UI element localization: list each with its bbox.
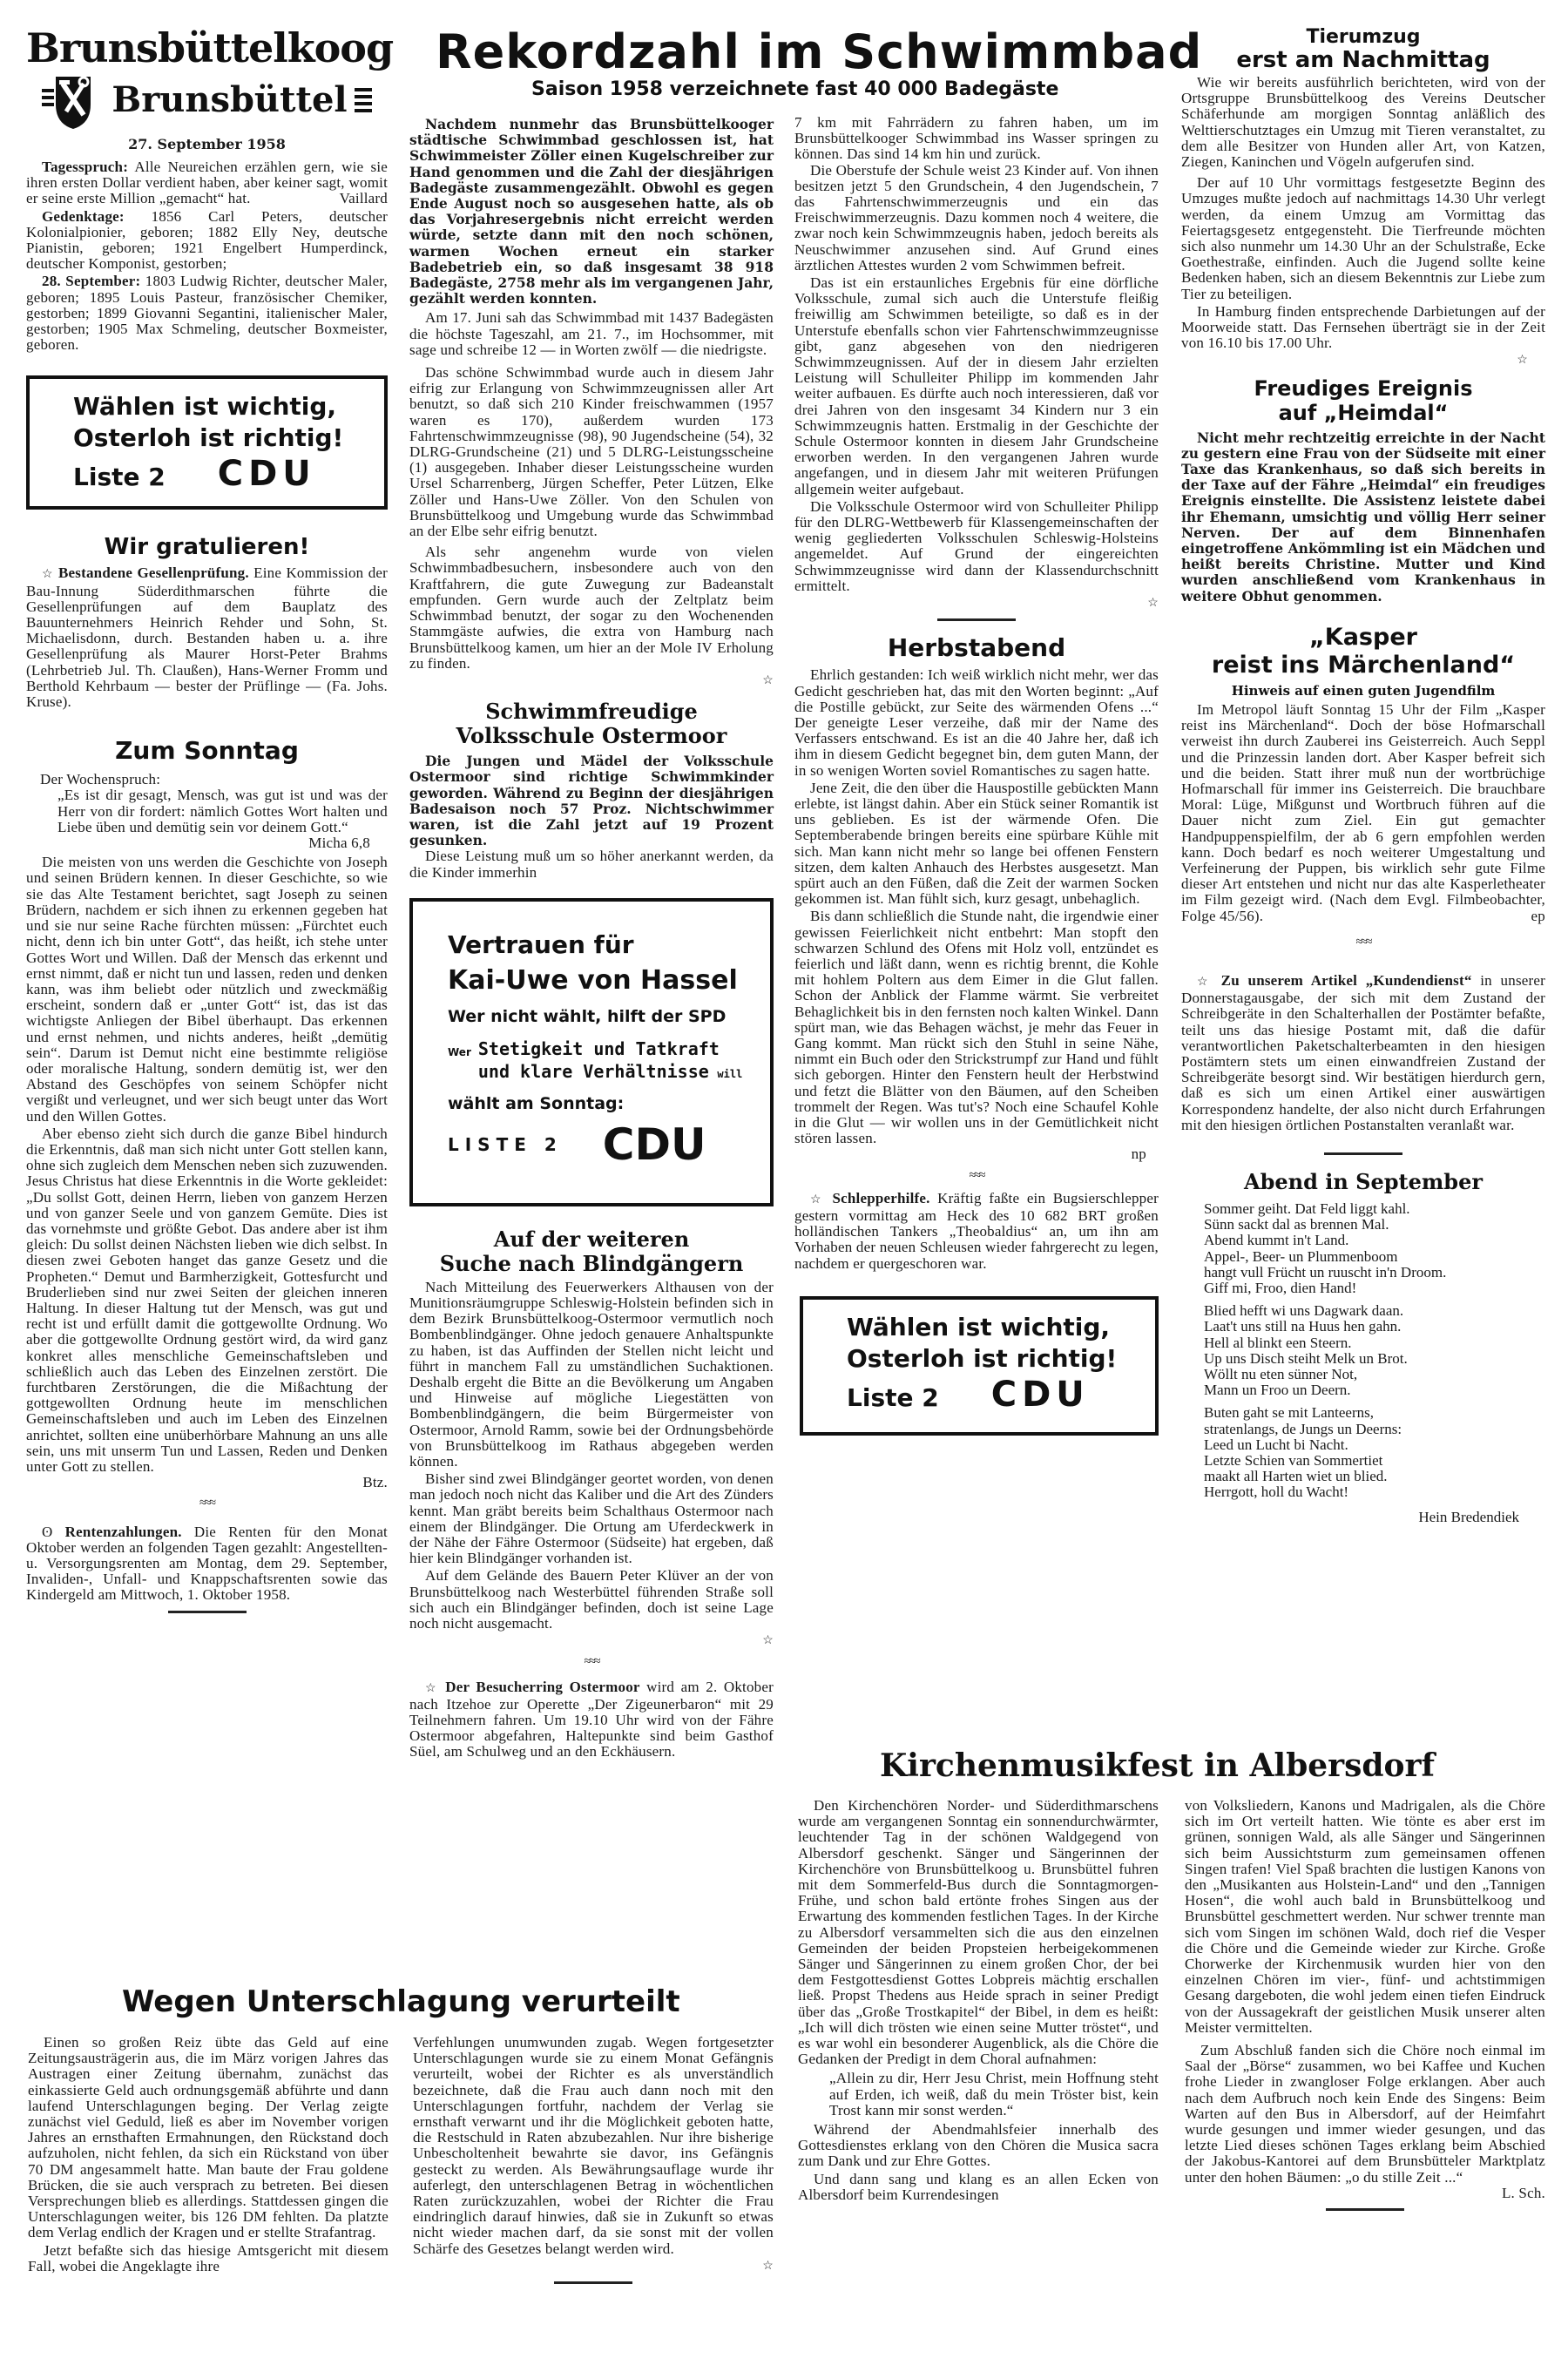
lead-bold: Der Besucherring Ostermoor	[445, 1678, 640, 1695]
article-ostermoor-school-cont	[794, 115, 1159, 621]
headline-poem: Abend in September	[1243, 1168, 1483, 1194]
sonntag-paragraph: Die meisten von uns werden die Geschichte von Joseph und seinen Brüdern kennen. In dieser Geschichte, so wie sie das Alte Testament berichtet, sagt Joseph zu seinen Brüdern, nachdem er sich ihnen zu erkennen gegeben hat und sie nur seine Rache fürchten müssen: „Fürchtet euch nicht, denn ich bin unter Gott“, das heißt, ich stehe unter Gottes Wort und Willen. Daß der Mensch das erkennt und ernst nimmt, daß er nicht tun und lassen, reden und denken kann, was ihm beliebt oder nützlich und zweckmäßig erscheint, sondern daß er „unter Gott“ ist, das ist das wichtigste Anliegen der Bibel überhaupt. Das erkennen und ernst nehmen, und nichts anderes, heißt „demütig sein“. Darum ist Demut nicht eine bestimmte religiöse oder moralische Haltung, sondern demütig ist, wer den Abstand des Geschöpfes von seinem Schöpfer nicht vergißt und verleugnet, und wer sich beugt unter das Wort und den Willen Gottes.	[26, 854, 388, 1125]
star-icon: ☆	[810, 1193, 825, 1206]
wavy-divider-icon: ≈≈≈	[969, 1168, 984, 1182]
ad-osterloh-1	[26, 375, 388, 510]
masthead	[26, 24, 394, 152]
signature: np	[1131, 1145, 1146, 1163]
poem-line: Mann un Froo un Deern.	[1204, 1382, 1351, 1399]
star-icon: ☆	[762, 673, 774, 687]
title-line1: Schwimmfreudige	[485, 699, 698, 725]
title-line1: „Kasper	[1309, 623, 1417, 651]
ostermoor-lead	[409, 753, 774, 848]
wavy-divider-icon: ≈≈≈	[1355, 935, 1371, 949]
poem-line: stratenlangs, de Jungs un Deerns:	[1204, 1420, 1402, 1437]
article-text: Die Renten für den Monat Oktober werden an folgenden Tagen gezahlt: Angestellten- u. Versorgungsrenten am Montag, dem 29. September, Invaliden-, Unfall- und Knappschaftsrenten sowie das Kindergeld am Mittwoch, 1. Oktober 1958.	[26, 1523, 388, 1604]
article-kirchenmusik-col2	[1185, 1798, 1545, 2218]
kirchenmusik-paragraph: von Volksliedern, Kanons und Madrigalen, als die Chöre sich im Ort verteilt hatten. Wie tönte es aber erst im grünen, sonnigen Wald, als alle Sänger und Sängerinnen sich beim Aussichtsturm zum gemeinsamen offenen Singen trafen! Viel Spaß brachten die lustigen Kanons von den „Musikanten aus Holstein-Land“ und den „Tannigen Hosen“, die wohl auch bald in Brunsbüttelkoog und Brunsbüttel geschmettert werden. Nur schwer trennte man sich vom Singen im schönen Wald, doch rief die Vesper die Chöre und die Gemeinde wieder zur Kirche. Große Chorwerke der Kirchenmusik wurden hier von den einzelnen Chören im vier-, fünf- und achtstimmigen Gesang dargeboten, die wohl jedem einen tiefen Eindruck von der Aussagekraft der geistlichen Musik unserer alten Meister vermittelten.	[1185, 1797, 1545, 2036]
poem-line: Herrgott, holl du Wacht!	[1204, 1483, 1349, 1501]
ad-line1: Wählen ist wichtig,	[847, 1312, 1111, 1341]
title-line1: Freudiges Ereignis	[1254, 375, 1473, 401]
headline-gratulieren: Wir gratulieren!	[104, 534, 310, 561]
poem-line: Wöllt nu eten sünner Not,	[1204, 1366, 1358, 1382]
rekord-paragraph: Als sehr angenehm wurde von vielen Schwimmbadbesuchern, insbesondere auch von den Kraftfahrern, die gute Zuwegung zur Badeanstalt empfunden. Gern wurde auch der Zeltplatz beim Schwimmbad benutzt, der sogar zu den Wochenenden Stammgäste aufwies, die extra von Hamburg nach Brunsbüttelkoog kamen, um hier an der Mole IV Erholung zu finden.	[409, 544, 774, 672]
poem-line: Up uns Disch steiht Melk un Brot.	[1204, 1349, 1408, 1367]
ad-line2: Osterloh ist richtig!	[847, 1343, 1118, 1373]
poem-line: Buten gaht se mit Lanteerns,	[1204, 1404, 1374, 1422]
blindgaenger-paragraph: Auf dem Gelände des Bauern Peter Klüver an der von Brunsbüttelkoog nach Westerbüttel führenden Straße soll sich auch ein Blindgänger befinden, doch ist seine Lage noch nicht ausgemacht.	[409, 1567, 774, 1632]
ostermoor-paragraph: Das ist ein erstaunliches Ergebnis für eine dörfliche Volksschule, zumal sich auch die Unterstufe fleißig freiwillig am Schwimmen beteiligte, so daß es in der Unterstufe ebenfalls schon vier Fahrtenschwimmzeugnisse gibt, ganz abgesehen von den niedrigeren Schwimmzeugnissen. Auf der in diesem Jahr erzielten Leistung will Schulleiter Philipp im kommenden Jahr weiter aufbauen. Es dürfte auch noch interessieren, daß vor drei Jahren von den insgesamt 34 Kindern nur 3 ein Schwimmzeugnis hatten. Erstmalig in der Geschichte der Schule Ostermoor konnten in diesem Jahr Grundscheine erworben werden. In den vergangenen Jahren wurde angefangen, und in diesem Jahr mit weiteren Prüfungen allgemein weiter aufgebaut.	[794, 274, 1159, 497]
herbstabend-paragraph: Ehrlich gestanden: Ich weiß wirklich nicht mehr, wer das Gedicht geschrieben hat, das mit den Worten beginnt: „Auf die Postille gebückt, zur Seite des wärmenden Ofens ...“ Der geneigte Leser verzeihe, daß mir der Name des Verfassers entschwand. Es ist an die 40 Jahre her, daß ich ihm in diesem Gedicht begegnet bin, dem guten Mann, der in so wenigen Worten soviel Romantisches zu sagen hatte.	[794, 666, 1159, 779]
signature: L. Sch.	[1501, 2184, 1545, 2201]
star-icon: ☆	[1147, 597, 1159, 611]
article-text: Im Metropol läuft Sonntag 15 Uhr der Film „Kasper reist ins Märchenland“. Doch der böse Hofmarschall verweist ihn durch Zauberei ins Geisterreich. Auch Seppl und die Prinzessin landen dort. Aber Kasper befreit sich und die beiden. Statt ihrer muß nun der wortbrüchige Hofmarschall für immer ins Geisterreich. Die brauchbare Moral: Lüge, Mißgunst und Wortbruch führen auf die Dauer nicht zum Ziel. Ein gut gemachter Handpuppenspielfilm, der ab 6 gern empfohlen werden kann. Doch bedarf es noch weiterer Umgestaltung und Verfeinerung der Puppen, bis wirklich sehr gute Filme dieser Art entstehen und nicht nur das alte Kasperletheater im Film gezeigt wird. (Nach dem Evgl. Filmbeobachter, Folge 45/56).	[1181, 700, 1545, 924]
title-line1: Tierumzug	[1306, 26, 1421, 48]
ad-party: CDU	[990, 1374, 1090, 1415]
lead-bold: Schlepperhilfe.	[832, 1189, 930, 1206]
blindgaenger-paragraph: Nach Mitteilung des Feuerwerkers Althausen von der Munitionsräumgruppe Schleswig-Holstein befinden sich in dem Bezirk Brunsbüttelkoog-Ostermoor vermutlich noch Bombenblindgänger. Ohne jedoch genauere Anhaltspunkte zu haben, ist das Auffinden der Stellen nicht leicht und führt in manchem Fall zu umständlichen Suchaktionen. Deshalb ergeht die Bitte an die Bevölkerung um Angaben und Hinweise auf mögliche Liegestätten von Bombenblindgängern, die beim Bürgermeister von Ostermoor, Arnold Ramm, sowie bei der Ordnungsbehörde von Brunsbüttelkoog im Rathaus abgegeben werden können.	[409, 1278, 774, 1470]
ad-osterloh-2	[800, 1296, 1159, 1436]
kirchenmusik-paragraph: Während der Abendmahlsfeier innerhalb des Gottesdienstes erklang von den Chören die Musica sacra zum Dank und zur Ehre Gottes.	[798, 2121, 1159, 2170]
ad-liste: LISTE 2	[448, 1133, 563, 1155]
poem-line: Appel-, Beer- un Plummenboom	[1204, 1247, 1398, 1265]
heimdal-lead	[1181, 430, 1545, 605]
poem-stanza	[1204, 1405, 1545, 1500]
star-icon: ☆	[425, 1681, 439, 1695]
rekord-paragraph: Das schöne Schwimmbad wurde auch in diesem Jahr eifrig zur Erlangung von Schwimmzeugnissen aller Art benutzt, so daß sich 210 Kinder freischwammen (1957 waren es 170), außerdem wurden 173 Fahrtenschwimmzeugnisse (98), 90 Jugendscheine (54), 32 DLRG-Grundscheine (21) und 5 DLRG-Leistungsscheine (1) ausgegeben. Inhaber dieser Leistungsscheine wurden Ursel Scharrenberg, Jürgen Scheffer, Peter Lützen, Elke Zöller und Hans-Uwe Zöller. Von den Schulen von Brunsbüttelkoog und Umgebung wurde das Schwimmbad an der Elbe sehr eifrig benutzt.	[409, 364, 774, 540]
article-sonntag	[26, 772, 388, 1612]
headline-tierumzug	[1181, 26, 1545, 71]
ad-liste: Liste 2	[847, 1382, 939, 1412]
column-3	[794, 115, 1159, 1436]
wochenspruch-quote: „Es ist dir gesagt, Mensch, was gut ist und was der Herr von dir fordert: nämlich Gottes Wort halten und Liebe üben und demütig sein vor deinem Gott.“	[57, 787, 388, 835]
poem-line: Letzte Schien van Sommertiet	[1204, 1452, 1383, 1470]
sept28-label: 28. September:	[42, 273, 141, 290]
title-line2: reist ins Märchenland“	[1211, 651, 1516, 679]
tierumzug-paragraph: Wie wir bereits ausführlich berichteten, wird von der Ortsgruppe Brunsbüttelkoog des Vereins Deutscher Schäferhunde am morgigen Sonntag anläßlich des Welttierschutztages ein Umzug mit Tieren veranstaltet, zu dem alle Besitzer von Hunden aller Art, von Katzen, Ziegen, Kaninchen und Vögeln aufgerufen sind.	[1181, 74, 1545, 171]
ad-line1: Wählen ist wichtig,	[73, 392, 337, 422]
headline-herbstabend: Herbstabend	[887, 633, 1066, 663]
article-text: Kräftig faßte ein Bugsierschlepper gestern vormittag am Heck des 10 682 BRT großen holländischen Tankers „Theobaldius“ an, um ihn am Vorhaben der neuen Schleusen wieder fahrgerecht zu legen, nachdem er quergeschoren war.	[794, 1189, 1159, 1272]
star-icon: ☆	[42, 568, 54, 582]
divider-rule	[168, 1611, 247, 1613]
unterschlagung-paragraph: Jetzt befaßte sich das hiesige Amtsgericht mit diesem Fall, wobei die Angeklagte ihre	[28, 2241, 389, 2274]
article-text: Eine Kommission der Bau-Innung Süderdithmarschen führte die Gesellenprüfungen auf dem Bauplatz des Bauunternehmers Heinrich Rehder und Sohn, St. Michaelisdonn, durch. Bestanden haben u. a. ihre Gesellenprüfung als Maurer Horst-Peter Brahms (Lehrbetrieb Jul. Th. Claußen), Hans-Werner Fromm und Berthold Kehrbaum — bester der Prüflinge — (Fa. Johs. Kruse).	[26, 564, 388, 711]
tagesspruch-author: Vaillard	[339, 190, 388, 207]
kirchenmusik-paragraph: Und dann sang und klang es an allen Ecken von Albersdorf beim Kurrendesingen	[798, 2170, 1159, 2203]
ad-party: CDU	[602, 1118, 706, 1170]
ad-hassel	[409, 898, 774, 1206]
article-rekord	[409, 310, 774, 689]
ostermoor-paragraph: Die Oberstufe der Schule weist 23 Kinder auf. Von ihnen besitzen jetzt 5 den Grundschein, 4 den Jugendschein, 7 das Fahrtenschwimmerzeugnis und ein das Freischwimmerzeugnis. Dazu kommen noch 4 weitere, die zwar noch kein Schwimmzeugnis haben, jedoch bereits als Neuschwimmer anzusehen sind. Auf Grund eines ärztlichen Attestes wurden 2 vom Schwimmen befreit.	[794, 161, 1159, 274]
subheadline-kasper: Hinweis auf einen guten Jugendfilm	[1231, 682, 1496, 699]
ad-line2: Kai-Uwe von Hassel	[448, 964, 738, 996]
lead-paragraph: Die Jungen und Mädel der Volksschule Ostermoor sind richtige Schwimmkinder geworden. Während zu Beginn der diesjährigen Badesaison noch 57 Proz. Nichtschwimmer waren, ist die Zahl jetzt auf 19 Prozent gesunken.	[409, 753, 774, 849]
poem-line: Blied hefft wi uns Dagwark daan.	[1204, 1302, 1404, 1320]
poem-line: hangt vull Frücht un ruuscht in'n Droom.	[1204, 1263, 1447, 1281]
star-icon: ☆	[762, 2259, 774, 2273]
star-icon: ☆	[762, 1634, 774, 1648]
headline-blindgaenger	[409, 1227, 774, 1276]
wavy-divider-icon: ≈≈≈	[199, 1497, 215, 1510]
ad-party: CDU	[217, 454, 316, 495]
blindgaenger-paragraph: Bisher sind zwei Blindgänger geortet worden, von denen man jedoch noch nicht das Kaliber und die Art des Zünders kennt. Man gräbt bereits beim Schalthaus Ostermoor nach einem der Blindgänger. Die Ortung am Uferdeckwerk in der Nähe der Fähre Ostermoor (Südseite) hat ergeben, daß hier kein Blindgänger vorhanden ist.	[409, 1470, 774, 1567]
poem-stanza	[1204, 1303, 1545, 1398]
ad-line5: und klare Verhältnisse	[477, 1060, 709, 1082]
poem-line: Abend kummt in't Land.	[1204, 1232, 1349, 1249]
coat-of-arms-icon	[42, 70, 105, 131]
divider-rule	[1326, 2208, 1404, 2211]
herbstabend-paragraph: Jene Zeit, die den über die Hauspostille gebückten Mann erlebte, ist längst dahin. Aber ein Stück seiner Romantik ist uns geblieben. Es ist der wärmende Ofen. Die Septemberabende bringen bereits eine spürbare Kühle mit sich. Man kann nicht mehr so lange bei offenen Fenstern sitzen, dem kalten Anhauch des Herbstes ausgesetzt. Man spürt auch an den Füßen, daß die Zeit der warmen Socken gekommen ist. Man fühlt sich, kurz gesagt, unbehaglich.	[794, 779, 1159, 908]
article-tierumzug	[1181, 75, 1545, 369]
banner-end-icon	[355, 83, 372, 118]
divider-rule	[1324, 1152, 1402, 1155]
article-unterschlagung-col2	[413, 2035, 774, 2291]
ad-wer: Wer	[448, 1045, 471, 1058]
article-herbstabend	[794, 667, 1159, 1272]
lead-bold: Bestandene Gesellenprüfung.	[58, 564, 249, 582]
poem-line: Leed un Lucht bi Nacht.	[1204, 1436, 1348, 1453]
ad-line4: Stetigkeit und Tatkraft	[477, 1037, 720, 1059]
headline-kasper	[1181, 624, 1545, 679]
poem-abend-in-september	[1181, 1201, 1545, 1525]
signature: ep	[1531, 907, 1545, 924]
unterschlagung-paragraph: Einen so großen Reiz übte das Geld auf eine Zeitungsausträgerin aus, die im März vorigen Jahres das Austragen einer Zeitung übernahm, zunächst das einkassierte Geld auch ordnungsgemäß abführte und dann laufend Unterschlagungen beging. Der Verlag zeigte zunächst viel Geduld, ließ es aber im November vorigen Jahres an ernsthaften Ermahnungen, den Rückstand doch aufzuholen, nicht fehlen, da sich ein Rückstand von über 70 DM angesammelt hatte. Man baute der Frau goldene Brücken, die sie auch versprach zu betreten. Bei diesen Versprechungen blieb es allerdings. Stattdessen gingen die Unterschlagungen weiter, bis 126 DM fehlten. Da platzte dem Verlag endlich der Kragen und er stellte Strafantrag.	[28, 2034, 389, 2241]
article-unterschlagung-col1	[28, 2035, 389, 2274]
article-kirchenmusik-col1	[798, 1798, 1159, 2203]
headline-sonntag: Zum Sonntag	[115, 736, 299, 766]
tierumzug-paragraph: In Hamburg finden entsprechende Darbietungen auf der Moorweide statt. Das Fernsehen überträgt sie in der Zeit von 16.10 bis 17.00 Uhr.	[1181, 302, 1545, 352]
choral-quote: „Allein zu dir, Herr Jesu Christ, mein Hoffnung steht auf Erden, ich weiß, daß du mein Tröster bist, kein Trost kann mir sonst werden.“	[829, 2070, 1159, 2119]
headline-ostermoor-school	[409, 699, 774, 748]
ostermoor-paragraph: Diese Leistung muß um so höher anerkannt werden, da die Kinder immerhin	[409, 848, 774, 881]
title-line2: auf „Heimdal“	[1278, 400, 1449, 425]
wochenspruch-intro: Der Wochenspruch:	[40, 771, 161, 788]
sonntag-paragraph: Aber ebenso zieht sich durch die ganze Bibel hindurch die Erkenntnis, daß man sich nicht unter Gott stellen kann, ohne sich zugleich dem Menschen neben sich zuzuwenden. Jesus Christus hat diese Erkenntnis in die Worte gekleidet: „Du sollst Gott, deinen Herrn, lieben von ganzem Herzen und von ganzer Seele und von ganzem Gemüte. Dies ist das vornehmste und größte Gebot. Das andere aber ist ihm gleich: Du sollst deinen Nächsten lieben wie dich selbst. In diesen zwei Geboten hanget das ganze Gesetz und die Propheten.“ Demut und Barmherzigkeit, Gottesfurcht und Bruderlieben sind nur zwei Seiten der gleichen inneren Haltung. In dieser Haltung tut der Mensch, was gut und recht ist und erfüllt damit die gottgewollte Ordnung. Wo aber die gottgewollte Ordnung gestört wird, da wird ganz konkret alles menschliche Gemeinschaftsleben und schließlich auch das Leben des Einzelnen zerstört. Die furchtbaren Zerstörungen, die die Mißachtung der gottgewollten Ordnung heute im menschlichen Gemeinschaftsleben und auch im Leben des Einzelnen anrichtet, sollten eine unüberhörbare Mahnung an uns alle sein, uns mit unserm Tun und Lassen, Reden und Denken unter Gott zu stellen.	[26, 1125, 388, 1475]
daily-notes	[26, 159, 388, 353]
ad-line2: Osterloh ist richtig!	[73, 423, 344, 453]
lead-paragraph: Nachdem nunmehr das Brunsbüttelkooger städtische Schwimmbad geschlossen ist, hat Schwimmeister Zöller einen Kugelschreiber zur Hand genommen und die Zahl der diesjährigen Badegäste zusammengezählt. Obwohl es gegen Ende August noch so ausgesehen hatte, als ob das Vorjahresergebnis nicht erreicht werden würde, setzte dann mit den noch schönen, warmen Wochen erneut ein starker Badebetrieb ein, so daß insgesamt 38 918 Badegäste, 2758 mehr als im vergangenen Jahr, gezählt werden konnten.	[409, 116, 774, 307]
kirchenmusik-paragraph: Den Kirchenchören Norder- und Süderdithmarschens wurde am vergangenen Sonntag ein sonnendurchwärmter, leuchtender Tag in der schönen Waldgegend von Albersdorf geschenkt. Sänger und Sängerinnen der Kirchenchöre von Brunsbüttelkoog u. Brunsbüttel fuhren mit dem Sommerfeld-Bus durch die Sonntagmorgen-Frühe, und schon bald ertönte frohes Singen aus der Erwartung des kommenden festlichen Tages. In der Kirche zu Albersdorf versammelten sich die aus den einzelnen Gemeinden der beiden Propsteien herbeigekommenen Sänger und Sängerinnen zu einem großen Chor, der bei dem Festgottesdienst Gottes Lobpreis mächtig erschallen ließ. Propst Thedens aus Heide sprach in seiner Predigt über das „Große Trostkapitel“ der Bibel, in dem es heißt: „Ich will dich trösten wie einen seine Mutter tröstet“, und es war wohl ein besonderer Augenblick, als die Chöre die Gedanken der Predigt in dem Choral aufnahmen:	[798, 1797, 1159, 2068]
ad-line1: Vertrauen für	[448, 929, 634, 959]
poem-line: Laat't uns still na Huus hen gahn.	[1204, 1318, 1402, 1335]
gedenktage-label: Gedenktage:	[42, 207, 125, 225]
ad-line6: wählt am Sonntag:	[448, 1093, 625, 1113]
title-line1: Auf der weiteren	[493, 1226, 690, 1252]
wavy-divider-icon: ≈≈≈	[584, 1655, 599, 1669]
poem-line: Giff mi, Froo, dien Hand!	[1204, 1279, 1357, 1296]
signature: Btz.	[362, 1474, 388, 1491]
kirchenmusik-paragraph: Zum Abschluß fanden sich die Chöre noch einmal im Saal der „Börse“ zusammen, wo bei Kaffee und Kuchen frohe Lieder in zwangloser Folge erklangen. Aber auch nach dem Aufbruch noch kein Ende des Singens: Beim Warten auf den Bus in Albersdorf, auf der Heimfahrt wurde gesungen und immer wieder gesungen, und das letzte Lied dieses schönen Tages erklang beim Abschied der Jakobus-Kantorei auf dem Brunsbütteler Marktplatz unter den hohen Bäumen: „o du stille Zeit ...“	[1185, 2042, 1545, 2186]
headline-rekord: Rekordzahl im Schwimmbad	[436, 24, 1203, 79]
subheadline-rekord: Saison 1958 verzeichnete fast 40 000 Badegäste	[531, 78, 1059, 100]
rekord-lead	[409, 117, 774, 307]
ad-liste: Liste 2	[73, 463, 166, 492]
tagesspruch-text: Alle Neureichen erzählen gern, wie sie ihren ersten Dollar verdient haben, aber keiner sagt, womit er seine erste Million „gemacht“ hat.	[26, 159, 388, 207]
tagesspruch-label: Tagesspruch:	[42, 159, 129, 175]
star-icon: ☆	[1197, 975, 1213, 989]
article-blindgaenger	[409, 1280, 774, 1760]
poem-stanza	[1204, 1201, 1545, 1296]
ad-line3: Wer nicht wählt, hilft der SPD	[448, 1006, 727, 1026]
article-text: in unserer Donnerstagausgabe, der sich mit dem Zustand der Schreibgeräte in den Schalterhallen der Postämter befaßte, teilt uns das hiesige Postamt mit, daß die dafür verantwortlichen Paketschalterbeamten in den hiesigen Postämtern stets um einen einwandfreien Zustand der Schreibgeräte besorgt sind. Wir bestätigen hierdurch gern, daß es sich um einen Artikel einer auswärtigen Korrespondenz handelte, der also nicht durch Erfahrungen mit den hiesigen örtlichen Postanstalten veranlaßt war.	[1181, 971, 1545, 1133]
masthead-line1: Brunsbüttelkoog	[26, 24, 394, 71]
masthead-line2: Brunsbüttel	[112, 79, 348, 120]
poem-line: Hell al blinkt een Steern.	[1204, 1334, 1352, 1351]
divider-rule	[554, 2281, 632, 2284]
title-line2: Suche nach Blindgängern	[439, 1250, 744, 1276]
gedenktage-text: 1856 Carl Peters, deutscher Kolonialpionier, geboren; 1882 Elly Ney, deutsche Pianistin, geboren; 1921 Engelbert Humperdinck, deutscher Komponist, gestorben;	[26, 207, 388, 273]
poem-line: Sommer geiht. Dat Feld liggt kahl.	[1204, 1200, 1410, 1217]
issue-date: 27. September 1958	[128, 136, 286, 152]
poem-author: Hein Bredendiek	[1418, 1508, 1519, 1525]
clock-icon: ʘ	[42, 1523, 53, 1540]
lead-bold: Rentenzahlungen.	[64, 1523, 182, 1540]
unterschlagung-paragraph: Verfehlungen unumwunden zugab. Wegen fortgesetzter Unterschlagungen wurde sie zu einem Monat Gefängnis verurteilt, wobei der Richter es als unverständlich bezeichnete, daß die Frau auch dann noch mit den Unterschlagungen fortfuhr, nachdem der Verlag sie ernsthaft verwarnt und ihr die Möglichkeit geboten hatte, die Restschuld in Raten abzubezahlen. Nur ihre bisherige Unbescholtenheit bewahrte sie davor, ins Gefängnis gesteckt zu werden. Als Bewährungsauflage wurde ihr auferlegt, den unterschlagenen Betrag in wöchentlichen Raten zurückzuzahlen, wobei der Richter die Frau eindringlich darauf hinwies, daß sie in Zukunft so etwas nicht wieder machen darf, da sie sonst mit der vollen Schärfe des Gesetzes belangt werden wird.	[413, 2034, 774, 2257]
ostermoor-paragraph: Die Volksschule Ostermoor wird von Schulleiter Philipp für den DLRG-Wettbewerb für Klassengemeinschaften der wenig gegliederten Volksschulen Schleswig-Holsteins angemeldet. Auf Grund der eingereichten Schwimmzeugnisse wird dann der Klassendurchschnitt ermittelt.	[794, 497, 1159, 594]
column-4	[1181, 26, 1545, 1525]
ad-will: will	[717, 1067, 743, 1080]
article-gratulieren	[26, 565, 388, 710]
herbstabend-paragraph: Bis dann schließlich die Stunde naht, die irgendwie einer gewissen Feierlichkeit nicht entbehrt: Man stopft den schwarzen Schlund des Ofens mit Holz voll, entzündet es feierlich und läßt dann, wenn es richtig brennt, die Kohle mit hohlem Poltern aus dem Eimer in die Glut fallen. Schon der Anblick der Flamme wärmt. Sie verbreitet Behaglichkeit bis in den fernsten noch kalten Winkel. Dann spürt man, wie das Behagen wächst, je mehr das Feuer in Gang kommt. Man rückt sich den Stuhl in seine Nähe, nimmt ein Buch oder den Strickstrumpf zur Hand und fühlt sich geborgen. Hinter den Fenstern heult der Herbstwind und fetzt die Blätter von den Bäumen, auf den Scheiben trommelt der Regen. Was tut's? Noch eine Schaufel Kohle in die Glut — wir wollen uns in der Gemütlichkeit nicht stören lassen.	[794, 908, 1159, 1147]
star-icon: ☆	[1517, 354, 1528, 368]
divider-rule	[937, 618, 1016, 621]
poem-line: maakt all Harten wiet un blied.	[1204, 1468, 1388, 1485]
title-line2: erst am Nachmittag	[1236, 47, 1490, 73]
title-line2: Volksschule Ostermoor	[456, 723, 727, 749]
column-1	[26, 24, 394, 1620]
tierumzug-paragraph: Der auf 10 Uhr vormittags festgesetzte Beginn des Umzuges mußte jedoch auf nachmittags 14.30 Uhr verlegt werden, da einem Umzug am Vormittag das Feiertagsgesetz entgegensteht. Die Tierfreunde möchten sich also nunmehr um 14.30 Uhr an der Schulstraße, Ecke Goethestraße, einfinden. Auch die Jugend sollte keine Bedenken haben, sich an diesem Bekenntnis zur Liebe zum Tier zu beteiligen.	[1181, 174, 1545, 302]
article-text: wird am 2. Oktober nach Itzehoe zur Operette „Der Zigeunerbaron“ mit 29 Teilnehmern fahren. Um 19.10 Uhr wird von der Fähre Ostermoor abgefahren, Haltepunkte sind beim Gasthof Süel, am Schulweg und an den Eckhäusern.	[409, 1678, 774, 1760]
quote-source: Micha 6,8	[308, 835, 370, 852]
poem-line: Sünn sackt dal as brennen Mal.	[1204, 1216, 1389, 1233]
sept28-text: 1803 Ludwig Richter, deutscher Maler, geboren; 1895 Louis Pasteur, französischer Chemiker, gestorben; 1899 Giovanni Segantini, italienischer Maler, gestorben; 1905 Max Schmeling, deutscher Boxmeister, geboren.	[26, 273, 388, 354]
headline-kirchenmusik: Kirchenmusikfest in Albersdorf	[880, 1747, 1436, 1784]
ostermoor-paragraph: 7 km mit Fahrrädern zu fahren haben, um im Brunsbüttelkooger Schwimmbad ins Wasser springen zu können. Das sind 14 km hin und zurück.	[794, 114, 1159, 163]
lead-paragraph: Nicht mehr rechtzeitig erreichte in der Nacht zu gestern eine Frau von der Südseite mit einer Taxe das Krankenhaus, so daß sich bereits in der Taxe auf der Fähre „Heimdal“ ein freudiges Ereignis einstellte. Die Assistenz leistete dabei ihr Ehemann, umsichtig und völlig Herr seiner Nerven. Der auf dem Binnenhafen eingetroffene Ankömmling ist ein Mädchen und heißt bereits Christine. Mutter und Kind wurden anschließend vom Krankenhaus in weitere Obhut genommen.	[1181, 429, 1545, 605]
article-kasper	[1181, 702, 1545, 1155]
headline-unterschlagung: Wegen Unterschlagung verurteilt	[122, 1984, 680, 2019]
rekord-paragraph: Am 17. Juni sah das Schwimmbad mit 1437 Badegästen die höchste Tageszahl, am 21. 7., im Hochsommer, mit sage und schreibe 12 — in Worten zwölf — die niedrigste.	[409, 309, 774, 358]
lead-bold: Zu unserem Artikel „Kundendienst“	[1220, 971, 1472, 989]
masthead-row2	[26, 70, 388, 131]
headline-heimdal	[1181, 376, 1545, 425]
